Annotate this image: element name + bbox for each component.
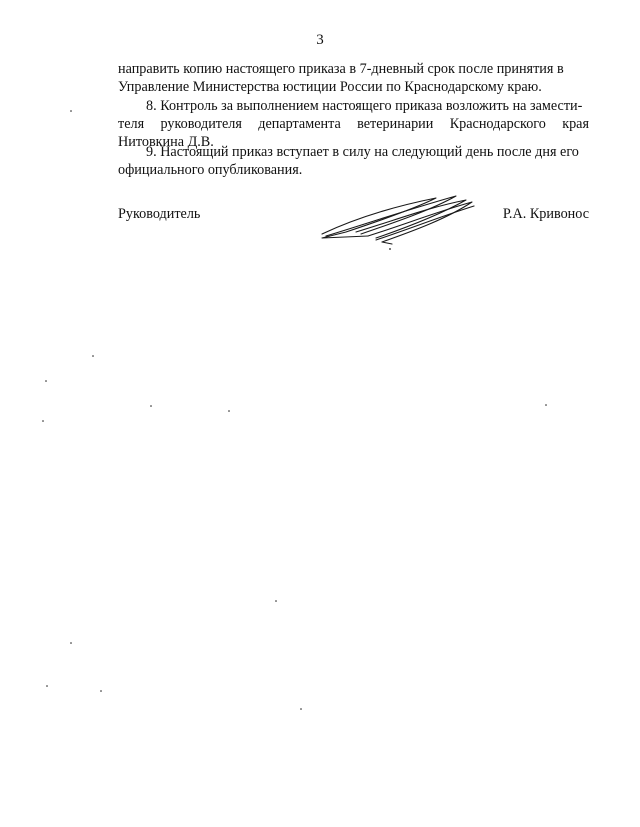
paragraph-8-word: теля <box>118 116 145 132</box>
scan-speck <box>92 355 94 357</box>
paragraph-8-line-2 <box>118 115 589 133</box>
paragraph-7-line-1 <box>118 60 589 78</box>
paragraph-8-word: края <box>562 116 589 132</box>
paragraph-9-line-2: официального опубликования. <box>118 162 303 178</box>
scan-speck <box>300 708 302 710</box>
scan-speck <box>42 420 44 422</box>
paragraph-7-line-2: Управление Министерства юстиции России по Краснодарскому краю. <box>118 79 542 95</box>
page-number: 3 <box>316 32 324 48</box>
paragraph-8-line-3: Нитовкина Д.В. <box>118 134 214 150</box>
handwritten-signature <box>316 192 476 252</box>
scan-speck <box>150 405 152 407</box>
paragraph-9-line-1: 9. Настоящий приказ вступает в силу на следующий день после дня его <box>146 144 579 160</box>
signatory-name: Р.А. Кривонос <box>502 206 589 222</box>
scan-speck <box>45 380 47 382</box>
scan-speck <box>545 404 547 406</box>
paragraph-8-word: Краснодарского <box>449 116 546 132</box>
scan-speck <box>46 685 48 687</box>
paragraph-8-word: департамента <box>258 116 341 132</box>
scan-speck <box>275 600 277 602</box>
paragraph-7-line-1-text: направить копию настоящего приказа в 7-дневный срок после принятия в <box>118 61 564 77</box>
scan-speck <box>70 110 72 112</box>
paragraph-8-word: руководителя <box>160 116 242 132</box>
scan-speck <box>100 690 102 692</box>
signatory-title: Руководитель <box>118 206 201 222</box>
paragraph-8-line-1: 8. Контроль за выполнением настоящего приказа возложить на замести- <box>146 98 583 114</box>
scan-speck <box>228 410 230 412</box>
scan-speck <box>70 642 72 644</box>
signature-block <box>118 206 589 256</box>
paragraph-8-word: ветеринарии <box>357 116 434 132</box>
